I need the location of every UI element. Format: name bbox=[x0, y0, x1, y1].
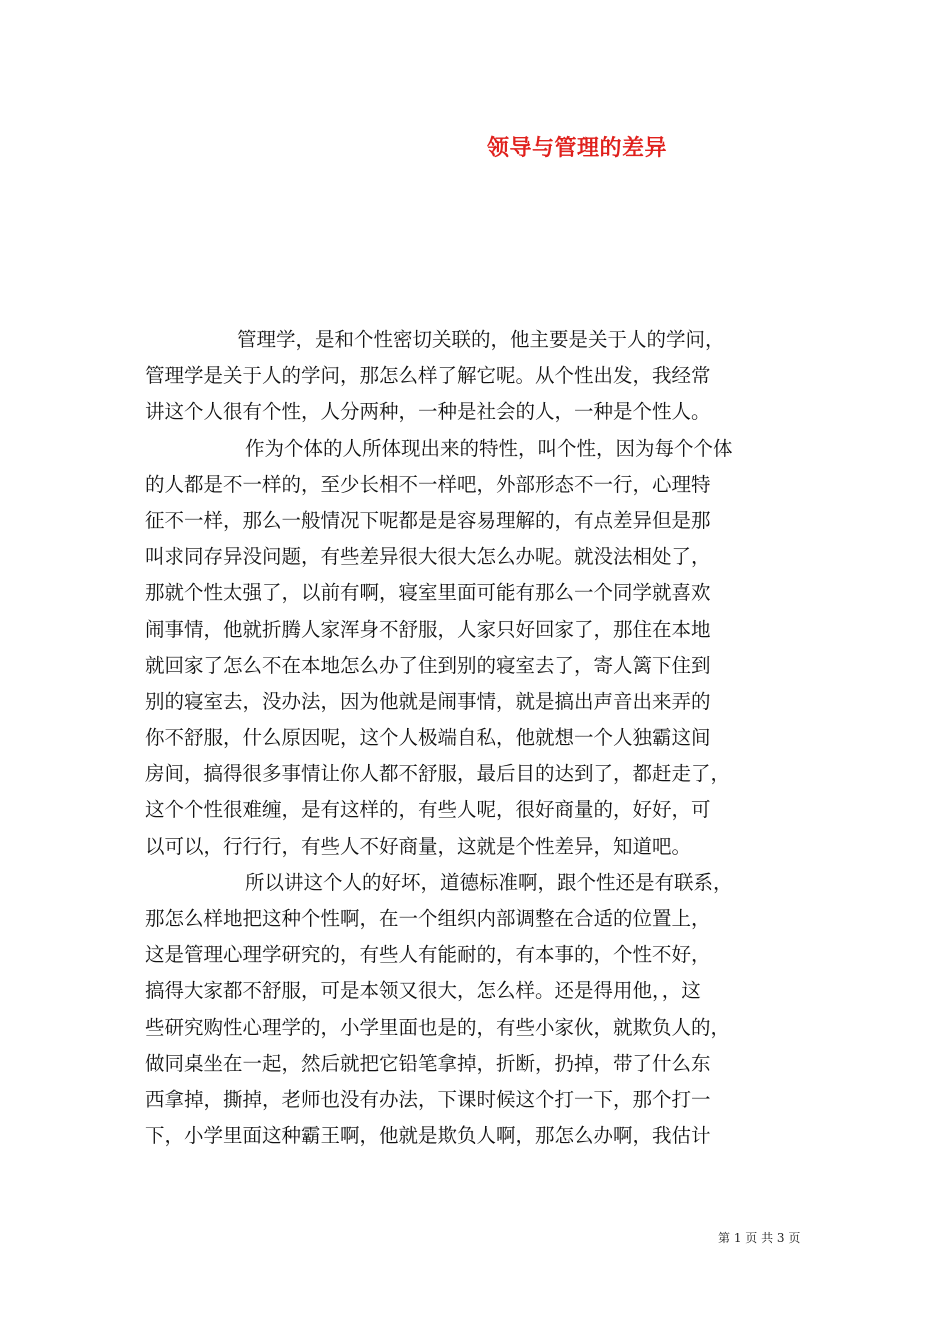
text-line: 做同桌坐在一起，然后就把它铅笔拿掉，折断，扔掉，带了什么东 bbox=[145, 1051, 711, 1075]
text-line: 那就个性太强了，以前有啊，寝室里面可能有那么一个同学就喜欢 bbox=[145, 581, 711, 605]
text-line: 讲这个人很有个性，人分两种，一种是社会的人，一种是个性人。 bbox=[145, 400, 711, 424]
text-line: 管理学，是和个性密切关联的，他主要是关于人的学问， bbox=[237, 328, 725, 351]
text-line: 这个个性很难缠，是有这样的，有些人呢，很好商量的，好好，可 bbox=[145, 798, 711, 822]
document-title: 领导与管理的差异 bbox=[487, 135, 668, 161]
text-line: 作为个体的人所体现出来的特性，叫个性，因为每个个体 bbox=[245, 436, 733, 460]
text-line: 所以讲这个人的好坏，道德标准啊，跟个性还是有联系， bbox=[245, 870, 733, 894]
text-line: 叫求同存异没问题，有些差异很大很大怎么办呢。就没法相处了， bbox=[145, 545, 711, 569]
text-line: 这是管理心理学研究的，有些人有能耐的，有本事的，个性不好， bbox=[145, 943, 711, 967]
text-line: 别的寝室去，没办法，因为他就是闹事情，就是搞出声音出来弄的 bbox=[145, 689, 711, 713]
text-line: 房间，搞得很多事情让你人都不舒服，最后目的达到了，都赶走了， bbox=[145, 762, 731, 786]
text-line: 西拿掉，撕掉，老师也没有办法，下课时候这个打一下，那个打一 bbox=[145, 1087, 711, 1111]
text-line: 以可以，行行行，有些人不好商量，这就是个性差异，知道吧。 bbox=[145, 834, 692, 858]
text-line: 管理学是关于人的学问，那怎么样了解它呢。从个性出发，我经常 bbox=[145, 364, 711, 388]
text-line: 的人都是不一样的，至少长相不一样吧，外部形态不一行，心理特 bbox=[145, 472, 711, 496]
text-line: 些研究购性心理学的，小学里面也是的，有些小家伙，就欺负人的， bbox=[145, 1015, 731, 1039]
text-line: 闹事情，他就折腾人家浑身不舒服，人家只好回家了，那住在本地 bbox=[145, 617, 711, 641]
text-line: 征不一样，那么一般情况下呢都是是容易理解的，有点差异但是那 bbox=[145, 508, 711, 532]
document-body bbox=[145, 322, 845, 1154]
text-line: 那怎么样地把这种个性啊，在一个组织内部调整在合适的位置上， bbox=[145, 907, 711, 930]
text-line: 就回家了怎么不在本地怎么办了住到别的寝室去了，寄人篱下住到 bbox=[145, 653, 711, 677]
text-line: 你不舒服，什么原因呢，这个人极端自私，他就想一个人独霸这间 bbox=[145, 726, 711, 750]
page-footer: 第 1 页 共 3 页 bbox=[718, 1231, 801, 1245]
text-line: 下，小学里面这种霸王啊，他就是欺负人啊，那怎么办啊，我估计 bbox=[145, 1124, 711, 1148]
text-line: 搞得大家都不舒服，可是本领又很大，怎么样。还是得用他，，这 bbox=[145, 979, 701, 1003]
